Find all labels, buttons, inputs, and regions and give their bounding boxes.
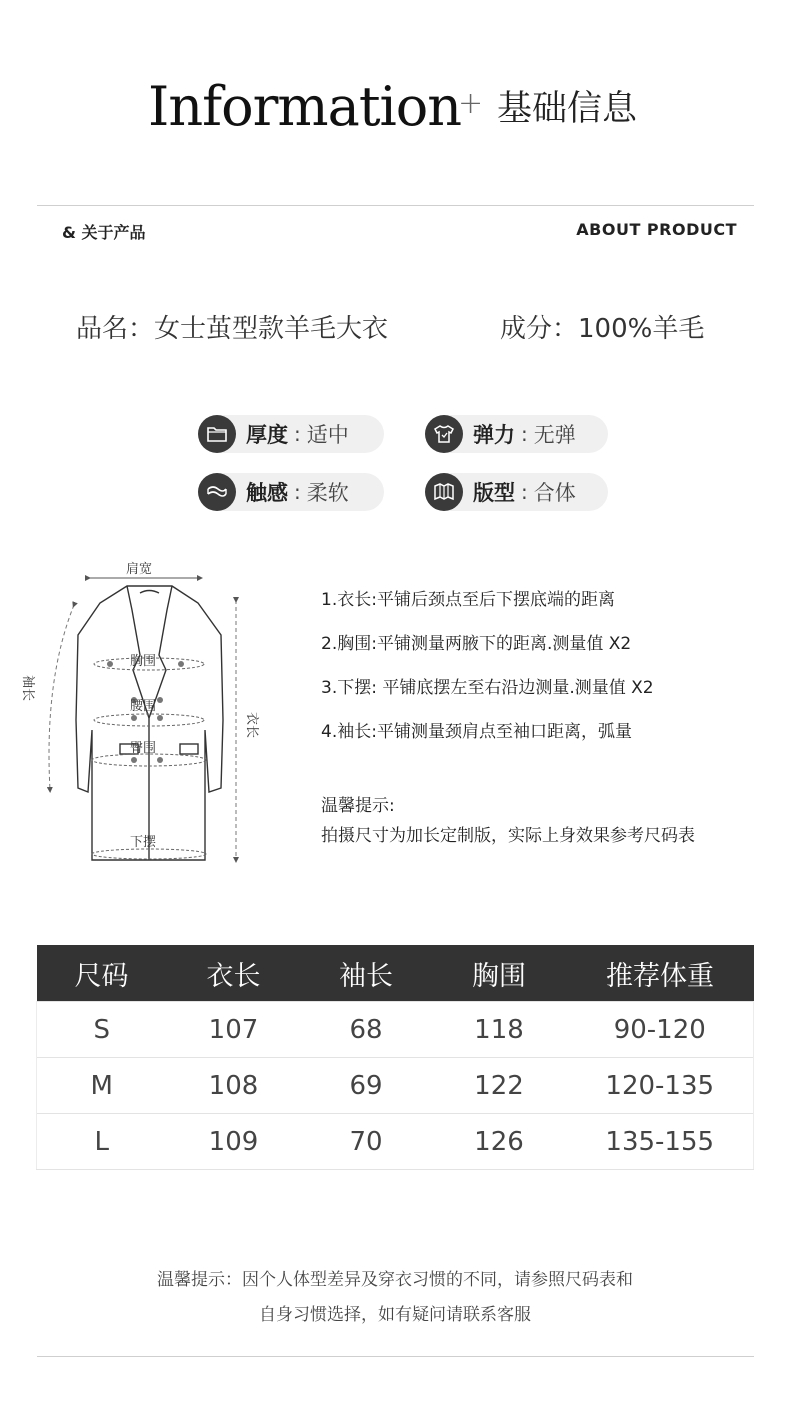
header-chest: 胸围: [432, 945, 567, 1002]
label-shoulder: 肩宽: [126, 562, 153, 577]
coat-outline: [76, 586, 223, 860]
table-header-row: [37, 945, 754, 1002]
divider-top: [37, 205, 754, 206]
about-product-label-en: ABOUT PRODUCT: [576, 220, 737, 239]
attribute-key: 厚度: [246, 423, 288, 447]
title-chinese: 基础信息: [497, 89, 638, 129]
attribute-thickness: 厚度 : 适中: [198, 415, 384, 453]
cell-sleeve: 70: [301, 1114, 432, 1170]
cell-size: L: [37, 1114, 167, 1170]
attribute-touch: 触感 : 柔软: [198, 473, 384, 511]
coat-measurement-diagram: [20, 560, 290, 870]
tshirt-icon: [425, 415, 463, 453]
attribute-key: 版型: [473, 481, 515, 505]
sleeve-measure-line: [49, 605, 74, 790]
header-weight: 推荐体重: [567, 945, 754, 1002]
cell-size: M: [37, 1058, 167, 1114]
cell-weight: 135-155: [567, 1114, 754, 1170]
folder-icon: [198, 415, 236, 453]
cell-chest: 122: [432, 1058, 567, 1114]
cell-sleeve: 69: [301, 1058, 432, 1114]
table-row: [37, 1058, 754, 1114]
product-composition: 成分：100%羊毛: [500, 314, 705, 344]
size-table: [36, 945, 754, 1170]
table-row: [37, 1114, 754, 1170]
attribute-key: 触感: [246, 481, 288, 505]
footer-tip-line2: 自身习惯选择，如有疑问请联系客服: [259, 1305, 531, 1325]
footer-tip-line1: 温馨提示：因个人体型差异及穿衣习惯的不同，请参照尺码表和: [157, 1270, 633, 1290]
cell-weight: 90-120: [567, 1002, 754, 1058]
label-length: 衣长: [244, 712, 259, 739]
header-length: 衣长: [167, 945, 301, 1002]
product-name: 品名：女士茧型款羊毛大衣: [76, 314, 389, 344]
reminder-title: 温馨提示:: [321, 796, 395, 816]
attribute-value: 合体: [533, 481, 576, 505]
cell-chest: 118: [432, 1002, 567, 1058]
attribute-value: 适中: [306, 423, 349, 447]
reminder-text: 拍摄尺寸为加长定制版，实际上身效果参考尺码表: [321, 826, 695, 846]
header-sleeve: 袖长: [301, 945, 432, 1002]
header-size: 尺码: [37, 945, 167, 1002]
table-row: [37, 1002, 754, 1058]
cell-weight: 120-135: [567, 1058, 754, 1114]
cell-size: S: [37, 1002, 167, 1058]
attribute-elasticity: 弹力 : 无弹: [425, 415, 608, 453]
label-waist: 腰围: [130, 699, 157, 714]
note-sleeve: 4.袖长:平铺测量颈肩点至袖口距离，弧量: [321, 722, 632, 742]
note-hem: 3.下摆: 平铺底摆左至右沿边测量.测量值 X2: [321, 678, 654, 698]
cell-length: 107: [167, 1002, 301, 1058]
label-hip: 臀围: [130, 741, 157, 756]
cell-chest: 126: [432, 1114, 567, 1170]
pattern-book-icon: [425, 473, 463, 511]
label-chest: 胸围: [130, 654, 157, 669]
attribute-value: 柔软: [306, 481, 349, 505]
attribute-key: 弹力: [473, 423, 515, 447]
label-hem: 下摆: [130, 835, 157, 850]
cell-length: 109: [167, 1114, 301, 1170]
cell-sleeve: 68: [301, 1002, 432, 1058]
cell-length: 108: [167, 1058, 301, 1114]
divider-bottom: [37, 1356, 754, 1357]
note-length: 1.衣长:平铺后颈点至后下摆底端的距离: [321, 590, 615, 610]
title-english: Information: [148, 75, 462, 138]
about-product-label-cn: & 关于产品: [62, 223, 146, 242]
fabric-icon: [198, 473, 236, 511]
note-chest: 2.胸围:平铺测量两腋下的距离.测量值 X2: [321, 634, 632, 654]
label-sleeve: 袖长: [20, 675, 35, 702]
attribute-value: 无弹: [533, 423, 576, 447]
attribute-fit: 版型 : 合体: [425, 473, 608, 511]
title-plus-mark: +: [458, 86, 484, 121]
